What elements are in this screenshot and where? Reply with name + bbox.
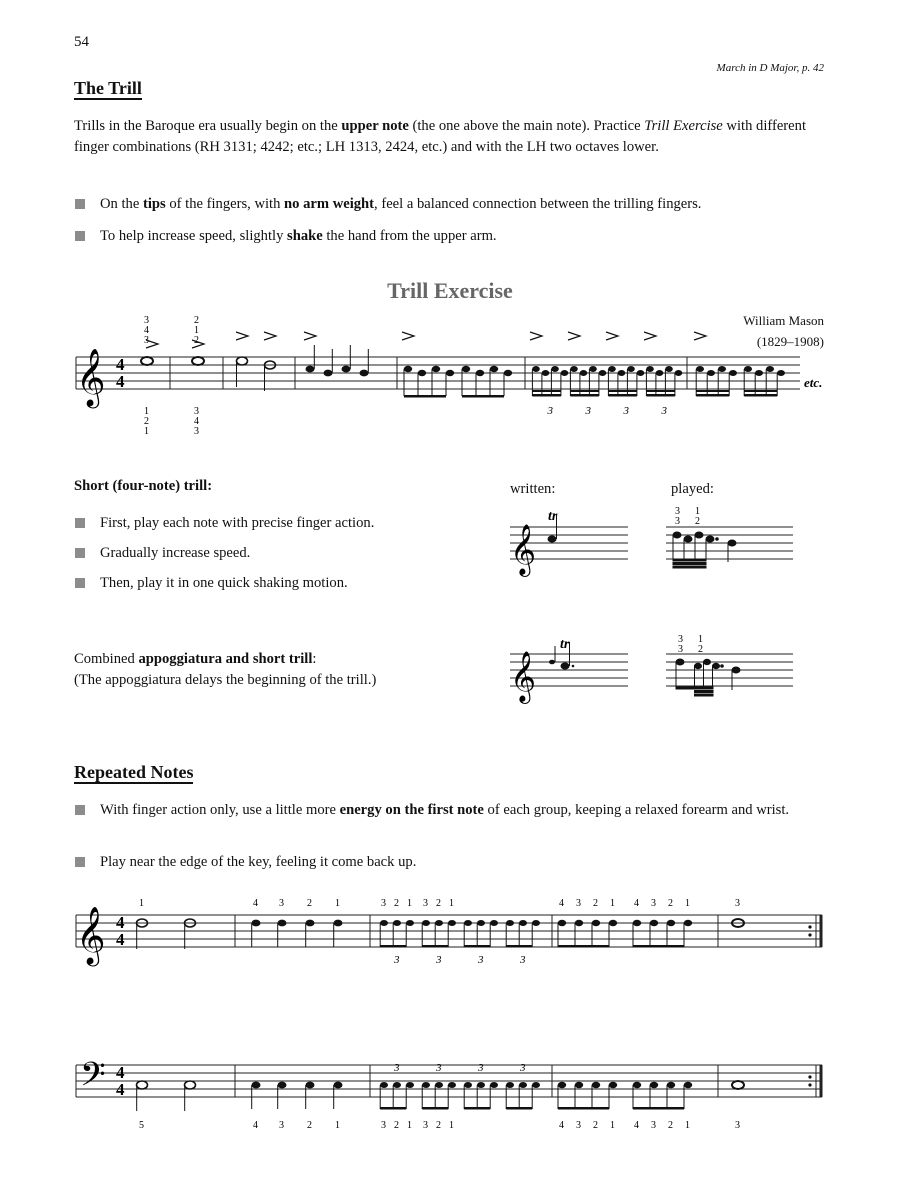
- fingering: 3: [735, 1120, 740, 1130]
- note: [506, 1082, 514, 1088]
- note: [306, 1082, 315, 1089]
- treble-clef-icon: 𝄞: [510, 525, 537, 574]
- note: [464, 920, 472, 926]
- note: [570, 366, 578, 372]
- fingering: 1: [335, 1120, 340, 1130]
- note: [490, 366, 498, 372]
- time-sig-bottom: 4: [116, 372, 125, 391]
- short-trill-step-2: Gradually increase speed.: [74, 543, 250, 564]
- note: [278, 1082, 287, 1089]
- trill-bullet-2: [74, 226, 852, 247]
- triplet-mark: 3: [623, 405, 629, 417]
- note: [462, 366, 470, 372]
- note: [558, 1082, 566, 1088]
- fingering: 1: [335, 898, 340, 909]
- triplet-mark: 3: [520, 1062, 526, 1074]
- fingering: 5: [139, 1120, 144, 1130]
- note: [548, 536, 557, 543]
- note: [393, 920, 401, 926]
- note: [306, 920, 315, 927]
- note: [575, 1082, 583, 1088]
- note: [592, 920, 600, 926]
- trill-sign: tr: [560, 637, 570, 652]
- fingering: 2: [394, 1120, 399, 1130]
- fingering: 1: [407, 1120, 412, 1130]
- note: [532, 1082, 540, 1088]
- note: [589, 366, 597, 372]
- note: [324, 370, 333, 377]
- fingering: 2: [668, 898, 673, 909]
- triplet-mark: 3: [394, 1062, 400, 1074]
- bullet-text: On the tips of the fingers, with no arm weight, feel a balanced connection between the trilling fingers.: [100, 196, 702, 212]
- short-trill-example: [508, 502, 798, 582]
- note: [306, 366, 315, 373]
- fingering-below: [144, 406, 199, 437]
- note: [476, 370, 484, 376]
- svg-text:3: 3: [678, 644, 683, 655]
- time-sig-top: 4: [116, 355, 125, 374]
- svg-text:2: 2: [698, 644, 703, 655]
- fingering: 2: [436, 1120, 441, 1130]
- fingering: 2: [307, 1120, 312, 1130]
- written-label: written:: [510, 481, 556, 497]
- note: [406, 1082, 414, 1088]
- repeated-treble-notes: [137, 898, 745, 966]
- note: [561, 663, 570, 670]
- note: [532, 920, 540, 926]
- fingering: 2: [394, 898, 399, 909]
- note: [448, 920, 456, 926]
- triplet-mark: 3: [520, 954, 526, 966]
- grace-note: [549, 660, 555, 665]
- fingering: 3: [423, 1120, 428, 1130]
- note: [185, 1081, 196, 1089]
- accent: [694, 332, 706, 340]
- note: [665, 366, 673, 372]
- svg-text:2: 2: [194, 315, 199, 326]
- bullet-text: To help increase speed, slightly shake the hand from the upper arm.: [100, 228, 497, 244]
- played-notes: [673, 532, 736, 568]
- note: [561, 370, 569, 376]
- fingering: 3: [576, 898, 581, 909]
- bullet-square-icon: [75, 518, 85, 528]
- note: [766, 366, 774, 372]
- bullet-square-icon: [75, 578, 85, 588]
- trill-sign: tr: [548, 509, 558, 524]
- fingering: 1: [610, 898, 615, 909]
- played-fingering: [675, 506, 700, 527]
- svg-text:1: 1: [695, 506, 700, 517]
- note: [464, 1082, 472, 1088]
- svg-text:2: 2: [194, 335, 199, 346]
- trill-heading: The Trill: [74, 78, 142, 98]
- fingering: 3: [279, 898, 284, 909]
- fingering-above: [144, 315, 199, 346]
- note: [278, 920, 287, 927]
- note: [141, 357, 153, 365]
- note: [744, 366, 752, 372]
- note: [446, 370, 454, 376]
- time-sig-bottom: 4: [116, 930, 125, 949]
- svg-text:2: 2: [144, 416, 149, 427]
- composer-dates: (1829–1908): [756, 334, 824, 349]
- svg-text:4: 4: [194, 416, 199, 427]
- fingering: 1: [685, 898, 690, 909]
- triplet-mark: 3: [394, 954, 400, 966]
- note: [608, 366, 616, 372]
- repeated-bass-staff: [70, 1040, 830, 1130]
- note: [532, 366, 540, 372]
- repeated-bullet-2: Play near the edge of the key, feeling it come back up.: [74, 852, 852, 873]
- note: [432, 366, 440, 372]
- triplet-mark: 3: [585, 405, 591, 417]
- note: [650, 920, 658, 926]
- appoggiatura-line2: (The appoggiatura delays the beginning of the trill.): [74, 672, 377, 688]
- note: [435, 920, 443, 926]
- note: [542, 370, 550, 376]
- fingering: 1: [449, 1120, 454, 1130]
- fingering: 2: [593, 898, 598, 909]
- note: [342, 366, 351, 373]
- trill-bullet-1: [74, 194, 852, 215]
- bullet-square-icon: [75, 805, 85, 815]
- note: [650, 1082, 658, 1088]
- svg-text:1: 1: [144, 426, 149, 437]
- note: [252, 920, 261, 927]
- svg-text:3: 3: [675, 506, 680, 517]
- note: [490, 920, 498, 926]
- svg-text:3: 3: [144, 335, 149, 346]
- note: [755, 370, 763, 376]
- short-trill-step-1: First, play each note with precise finger action.: [74, 513, 374, 534]
- note: [684, 1082, 692, 1088]
- note: [732, 1081, 744, 1089]
- note: [490, 1082, 498, 1088]
- note: [729, 370, 737, 376]
- note: [718, 366, 726, 372]
- fingering: 1: [449, 898, 454, 909]
- note: [519, 920, 527, 926]
- fingering: 3: [381, 1120, 386, 1130]
- fingering: 2: [593, 1120, 598, 1130]
- trill-intro: Trills in the Baroque era usually begin on the upper note (the one above the main note). Practice Trill Exercise with different finger combinations (RH 3131; 4242; etc.; LH 1313, 2424, etc.) and with the LH two octaves lower.: [74, 118, 806, 155]
- accent: [264, 332, 276, 340]
- short-trill-step-3: Then, play it in one quick shaking motion.: [74, 573, 348, 594]
- fingering: 4: [559, 898, 564, 909]
- triplet-mark: 3: [478, 1062, 484, 1074]
- note: [404, 366, 412, 372]
- fingering: 3: [279, 1120, 284, 1130]
- note: [506, 920, 514, 926]
- note: [558, 920, 566, 926]
- triplet-mark: 3: [436, 1062, 442, 1074]
- note: [422, 920, 430, 926]
- fingering: 3: [735, 898, 740, 909]
- accent: [236, 332, 248, 340]
- short-trill-heading: Short (four-note) trill:: [74, 478, 213, 494]
- svg-text:1: 1: [194, 325, 199, 336]
- fingering: 3: [651, 898, 656, 909]
- bass-clef-icon: 𝄢: [80, 1056, 106, 1101]
- note: [334, 920, 343, 927]
- fingering: 2: [307, 898, 312, 909]
- fingering: 3: [423, 898, 428, 909]
- fingering: 4: [559, 1120, 564, 1130]
- svg-text:1: 1: [698, 634, 703, 645]
- fingering: 1: [685, 1120, 690, 1130]
- fingering: 4: [634, 898, 639, 909]
- svg-text:2: 2: [695, 516, 700, 527]
- note: [646, 366, 654, 372]
- repeated-bullet-1: With finger action only, use a little more energy on the first note of each group, keeping a relaxed forearm and wrist.: [74, 800, 852, 821]
- fingering: 2: [668, 1120, 673, 1130]
- note: [777, 370, 785, 376]
- page-number: 54: [74, 34, 89, 50]
- svg-text:1: 1: [144, 406, 149, 417]
- treble-clef-icon: 𝄞: [76, 349, 106, 405]
- note: [618, 370, 626, 376]
- note: [380, 920, 388, 926]
- time-sig-bottom: 4: [116, 1080, 125, 1099]
- played-fingering: [678, 634, 703, 655]
- note: [633, 1082, 641, 1088]
- note: [192, 357, 204, 365]
- accent: [606, 332, 618, 340]
- note: [684, 920, 692, 926]
- note: [422, 1082, 430, 1088]
- note: [609, 920, 617, 926]
- accent: [644, 332, 656, 340]
- appoggiatura-line1: Combined appoggiatura and short trill:: [74, 651, 317, 667]
- note: [393, 1082, 401, 1088]
- repeated-bass-notes: [137, 1062, 745, 1130]
- etc-mark: etc.: [804, 375, 823, 390]
- triplet-mark: 3: [547, 405, 553, 417]
- note: [435, 1082, 443, 1088]
- note: [592, 1082, 600, 1088]
- triplet-mark: 3: [436, 954, 442, 966]
- note: [580, 370, 588, 376]
- note: [360, 370, 369, 377]
- repeated-heading: Repeated Notes: [74, 762, 194, 782]
- note: [477, 1082, 485, 1088]
- exercise-title: Trill Exercise: [387, 278, 513, 303]
- accent: [304, 332, 316, 340]
- bullet-square-icon: [75, 231, 85, 241]
- svg-text:3: 3: [194, 426, 199, 437]
- note: [551, 366, 559, 372]
- fingering: 1: [139, 898, 144, 909]
- accent: [530, 332, 542, 340]
- fingering: 4: [634, 1120, 639, 1130]
- accent: [402, 332, 414, 340]
- accent: [568, 332, 580, 340]
- bullet-square-icon: [75, 548, 85, 558]
- note: [696, 366, 704, 372]
- treble-clef-icon: 𝄞: [76, 907, 106, 963]
- running-head: March in D Major, p. 42: [716, 62, 824, 74]
- triplet-mark: 3: [478, 954, 484, 966]
- svg-text:3: 3: [678, 634, 683, 645]
- fingering: 4: [253, 1120, 258, 1130]
- fingering: 3: [651, 1120, 656, 1130]
- time-sig-top: 4: [116, 1063, 125, 1082]
- svg-text:4: 4: [144, 325, 149, 336]
- half-notes: [237, 357, 276, 391]
- note: [137, 1081, 148, 1089]
- note: [675, 370, 683, 376]
- composer-name: William Mason: [743, 313, 824, 328]
- fingering: 4: [253, 898, 258, 909]
- bullet-square-icon: [75, 857, 85, 867]
- note: [707, 370, 715, 376]
- note: [656, 370, 664, 376]
- note: [599, 370, 607, 376]
- fingering: 3: [576, 1120, 581, 1130]
- treble-clef-icon: 𝄞: [510, 652, 537, 701]
- fingering: 3: [381, 898, 386, 909]
- note: [380, 1082, 388, 1088]
- note: [504, 370, 512, 376]
- svg-text:3: 3: [675, 516, 680, 527]
- svg-text:3: 3: [194, 406, 199, 417]
- note: [609, 1082, 617, 1088]
- note: [252, 1082, 261, 1089]
- staff-lines: [76, 357, 800, 389]
- played-label: played:: [671, 481, 714, 497]
- bullet-square-icon: [75, 199, 85, 209]
- note: [667, 920, 675, 926]
- note: [418, 370, 426, 376]
- note: [575, 920, 583, 926]
- fingering: 1: [610, 1120, 615, 1130]
- triplet-mark: 3: [661, 405, 667, 417]
- note: [477, 920, 485, 926]
- fingering: 2: [436, 898, 441, 909]
- svg-text:3: 3: [144, 315, 149, 326]
- time-sig-top: 4: [116, 913, 125, 932]
- fingering: 1: [407, 898, 412, 909]
- note: [448, 1082, 456, 1088]
- note: [406, 920, 414, 926]
- note: [334, 1082, 343, 1089]
- note: [519, 1082, 527, 1088]
- note-groups: [146, 332, 785, 417]
- note: [667, 1082, 675, 1088]
- note: [633, 920, 641, 926]
- note: [637, 370, 645, 376]
- note: [627, 366, 635, 372]
- repeated-treble-staff: [70, 890, 830, 980]
- trill-exercise-staff: [70, 312, 830, 447]
- appoggiatura-example: [508, 632, 798, 712]
